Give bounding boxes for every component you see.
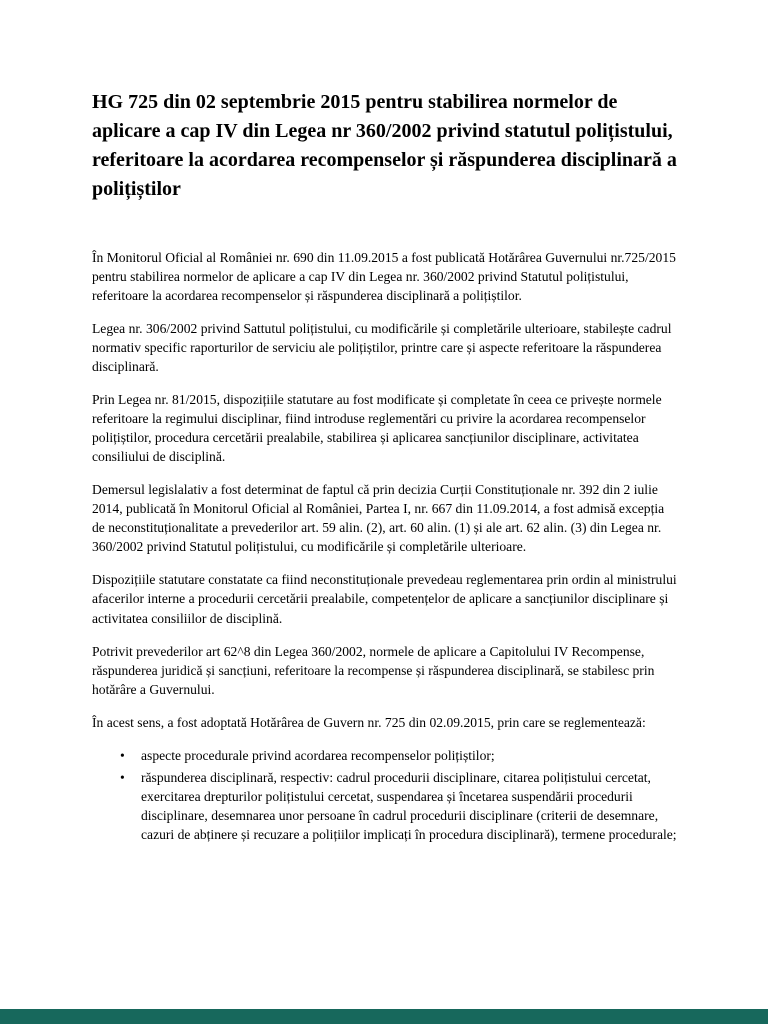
document-title: HG 725 din 02 septembrie 2015 pentru stabilirea normelor de aplicare a cap IV din Legea nr 360/2002 privind statutul polițistului, referitoare la acordarea recompenselor și răspunderea disciplinară a polițiștilor [92, 91, 677, 200]
bullet-item-disciplinary [120, 768, 678, 844]
paragraph-art-62-8: Potrivit prevederilor art 62^8 din Legea 360/2002, normele de aplicare a Capitolului IV Recompense, răspunderea juridică și sancțiuni, referitoare la recompense și răspunderea disciplinară, se stabilesc prin hotărâre a Guvernului. [92, 643, 655, 697]
bullet-icon: • [120, 747, 125, 763]
paragraph-unconstitutional-provisions: Dispozițiile statutare constatate ca fiind neconstituționale prevedeau reglementarea prin ordin al ministrului afacerilor interne a procedurii cercetării prealabile, competențelor de aplicare a sancțiunilor disciplinare și activitatea consiliilor de disciplină. [92, 572, 677, 626]
paragraph-publication: În Monitorul Oficial al României nr. 690 din 11.09.2015 a fost publicată Hotărârea Guvernului nr.725/2015 pentru stabilirea normelor de aplicare a cap IV din Legea nr. 360/2002 privind Statutul polițistului, referitoare la acordarea recompenselor și răspunderea disciplinară a polițiștilor. [92, 250, 676, 304]
bullet-icon: • [120, 769, 125, 785]
bullet-item-rewards [120, 746, 678, 765]
paragraph-law-306: Legea nr. 306/2002 privind Sattutul polițistului, cu modificările și completările ulterioare, stabilește cadrul normativ specific raporturilor de serviciu ale polițiștilor, printre care și aspecte referitoare la răspunderea disciplinară. [92, 321, 672, 375]
bullet-list [92, 746, 678, 844]
paragraph-court-decision: Demersul legislalativ a fost determinat de faptul că prin decizia Curții Constituționale nr. 392 din 2 iulie 2014, publicată în Monitorul Oficial al României, Partea I, nr. 667 din 11.09.2014, a fost admisă excepția de neconstituționalitate a prevederilor art. 59 alin. (2), art. 60 alin. (1) și ale art. 62 alin. (3) din Legea nr. 360/2002 privind Statutul polițistului, cu modificările și completările ulterioare. [92, 482, 665, 555]
paragraph-adoption: În acest sens, a fost adoptată Hotărârea de Guvern nr. 725 din 02.09.2015, prin care se reglementează: [92, 714, 646, 730]
footer-bar [0, 1009, 768, 1024]
bullet-text: răspunderea disciplinară, respectiv: cadrul procedurii disciplinare, citarea polițistului cercetat, exercitarea drepturilor polițistului cercetat, suspendarea și încetarea suspendării procedurii disciplinare, desemnarea unor persoane în cadrul procedurii disciplinare (criterii de desemnare, cazuri de abținere și recuzare a polițiilor implicați în procedura disciplinară), termene procedurale; [141, 769, 677, 842]
paragraph-law-81: Prin Legea nr. 81/2015, dispozițiile statutare au fost modificate și completate în ceea ce privește normele referitoare la regimului disciplinar, fiind introduse reglementări cu privire la acordarea recompenselor polițiștilor, procedura cercetării prealabile, stabilirea și aplicarea sancțiunilor disciplinare, activitatea consiliului de disciplină. [92, 392, 662, 465]
bullet-text: aspecte procedurale privind acordarea recompenselor polițiștilor; [141, 747, 495, 763]
